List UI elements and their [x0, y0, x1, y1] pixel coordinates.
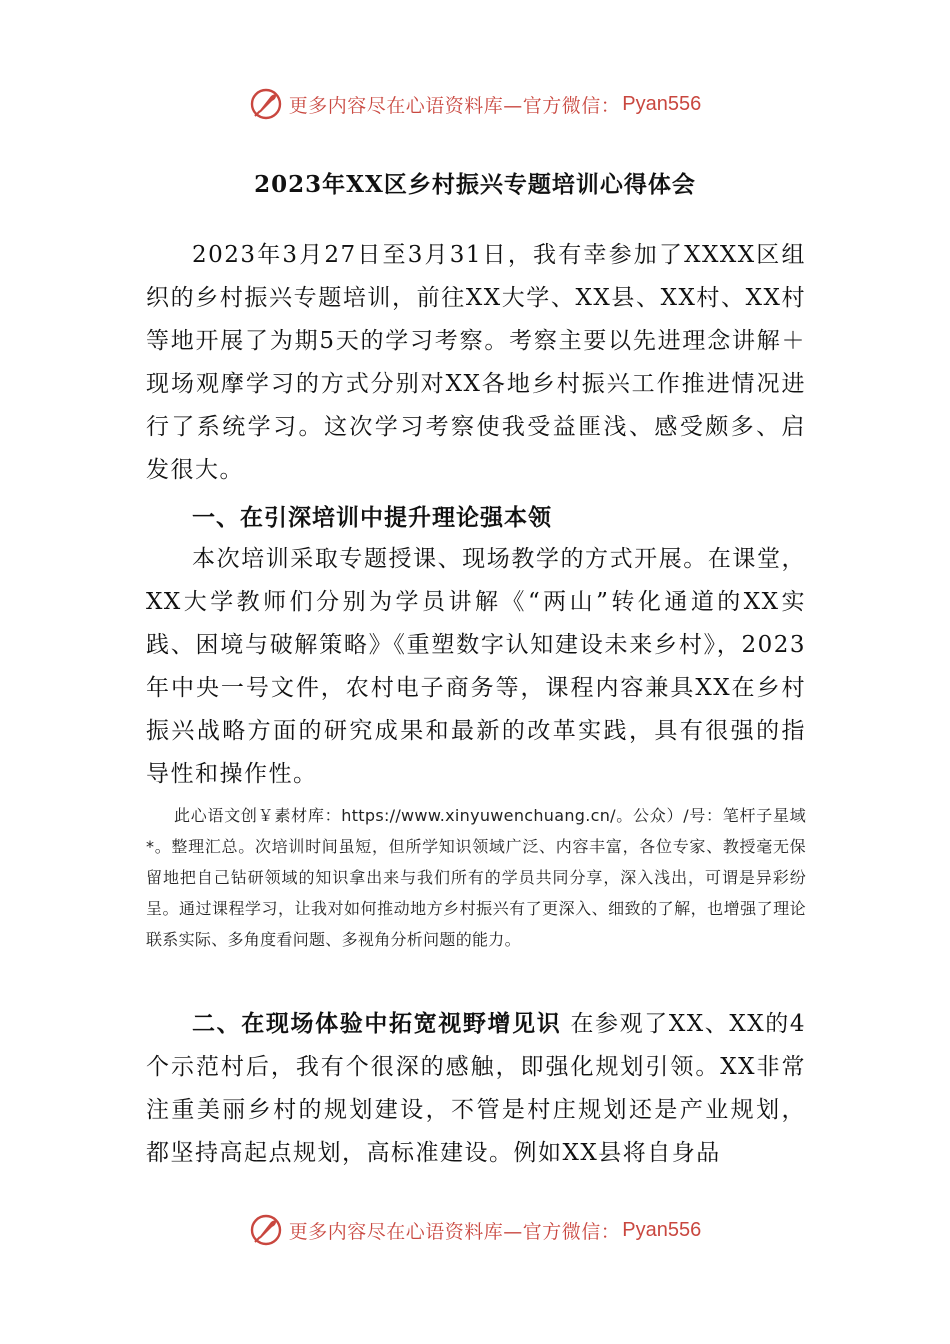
paragraph-small-note: 此心语文创￥素材库：https://www.xinyuwenchuang.cn/。公众）/号：笔杆子星域*。整理汇总。次培训时间虽短，但所学知识领域广泛、内容丰富，各位专家、教授毫无保留地把自己钻研领域的知识拿出来与我们所有的学员共同分享，深入浅出，可谓是异彩纷呈。通过课程学习，让我对如何推动地方乡村振兴有了更深入、细致的了解，也增强了理论联系实际、多角度看问题、多视角分析问题的能力。	[146, 806, 806, 949]
footer-banner-text: 更多内容尽在心语资料库—官方微信：	[288, 1220, 621, 1243]
header-banner-wechat-id: Pyan556	[622, 92, 702, 115]
footer-banner-wechat-id: Pyan556	[622, 1218, 702, 1241]
section-heading-2: 二、在现场体验中拓宽视野增见识	[192, 1010, 562, 1037]
paragraph-field-visit: 在参观了XX、XX的4个示范村后，我有个很深的感触，即强化规划引领。XX非常注重美丽乡村的规划建设，不管是村庄规划还是产业规划，都坚持高起点规划，高标准建设。例如XX县将自身品	[146, 1011, 807, 1166]
quill-logo-icon	[249, 1213, 283, 1247]
footer-banner	[0, 1208, 950, 1252]
paragraph-section-2	[146, 1002, 806, 1175]
paragraph-intro: 2023年3月27日至3月31日，我有幸参加了XXXX区组织的乡村振兴专题培训，前往XX大学、XX县、XX村、XX村等地开展了为期5天的学习考察。考察主要以先进理念讲解＋现场观摩学习的方式分别对XX各地乡村振兴工作推进情况进行了系统学习。这次学习考察使我受益匪浅、感受颇多、启发很大。	[146, 242, 806, 483]
paragraph-training: 本次培训采取专题授课、现场教学的方式开展。在课堂，XX大学教师们分别为学员讲解《“两山”转化通道的XX实践、困境与破解策略》《重塑数字认知建设未来乡村》，2023年中央一号文件，农村电子商务等，课程内容兼具XX在乡村振兴战略方面的研究成果和最新的改革实践，具有很强的指导性和操作性。	[146, 546, 806, 787]
quill-logo-icon	[249, 87, 283, 121]
header-banner-text: 更多内容尽在心语资料库—官方微信：	[288, 94, 621, 117]
header-banner	[0, 82, 950, 126]
section-heading-1: 一、在引深培训中提升理论强本领	[192, 504, 552, 531]
document-title: 2023年XX区乡村振兴专题培训心得体会	[254, 171, 696, 198]
